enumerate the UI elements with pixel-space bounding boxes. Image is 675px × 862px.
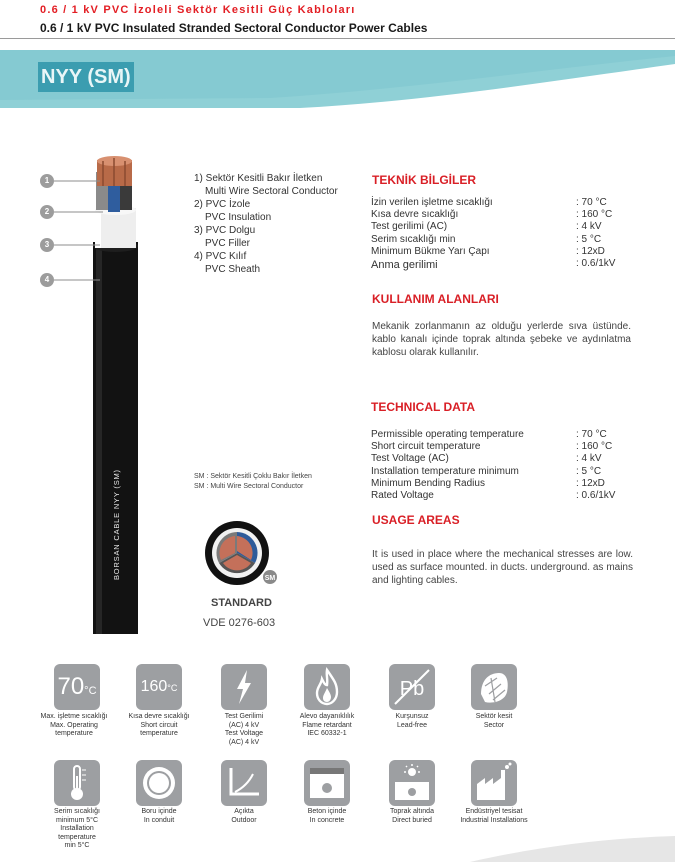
component-en: PVC Filler: [205, 238, 251, 249]
industrial-installations-icon: [471, 760, 517, 806]
icon-caption: Kısa devre sıcaklığı Short circuit temperature: [128, 713, 190, 737]
spec-label: Permissible operating temperature: [371, 429, 524, 440]
spec-value: : 160 °C: [576, 441, 613, 452]
feature-icon-max-temperature: [50, 664, 100, 710]
feature-icon-in-conduit: [136, 760, 182, 806]
svg-text:Pb: Pb: [399, 678, 425, 700]
icon-caption: Serim sıcaklığı minimum 5°C Installation temperature min 5°C: [54, 808, 100, 849]
short-circuit-icon: 160°C: [136, 664, 182, 710]
feature-icon-lead-free: [389, 664, 435, 710]
spec-value: : 5 °C: [576, 234, 602, 245]
component-tr: 2) PVC İzole: [194, 199, 251, 210]
kullanim-text: Mekanik zorlanmanın az olduğu yerlerde sıva üstünde. kablo kanalı içinde toprak altında şebeke ve aydınlatma kablosu olarak kullanılır.: [372, 321, 631, 358]
icon-caption: Beton içinde In concrete: [307, 808, 347, 824]
outdoor-icon: [221, 760, 267, 806]
cable-illustration: [0, 150, 190, 640]
page-title-english: 0.6 / 1 kV PVC Insulated Stranded Sectoral Conductor Power Cables: [40, 21, 428, 35]
feature-icon-outdoor: [221, 760, 267, 806]
flame-retardant-icon: [304, 664, 350, 710]
usage-text: It is used in place where the mechanical stresses are low. used as surface mounted. in ducts. underground. as mains and lighting cables.: [372, 549, 633, 586]
sector-icon: [471, 664, 517, 710]
spec-value: : 5 °C: [576, 466, 602, 477]
component-tr: 4) PVC Kılıf: [194, 251, 247, 262]
technical-heading: TECHNICAL DATA: [371, 400, 475, 414]
icon-caption: Boru içinde In conduit: [141, 808, 177, 824]
icon-caption: Test Gerilimi (AC) 4 kV Test Voltage (AC) 4 kV: [224, 713, 264, 746]
spec-value: : 4 kV: [576, 221, 602, 232]
spec-label: İzin verilen işletme sıcaklığı: [371, 197, 493, 208]
spec-value: : 0.6/1kV: [576, 490, 616, 501]
in-conduit-icon: [136, 760, 182, 806]
icon-caption: Toprak altında Direct buried: [390, 808, 434, 824]
spec-label: Anma gerilimi: [371, 259, 438, 271]
product-code: NYY (SM): [38, 62, 134, 92]
component-en: PVC Sheath: [205, 264, 261, 275]
sm-note-tr: SM : Sektör Kesitli Çoklu Bakır İletken: [194, 473, 312, 480]
sm-note-en: SM : Multi Wire Sectoral Conductor: [194, 483, 304, 490]
test-voltage-icon: [221, 664, 267, 710]
usage-heading: USAGE AREAS: [372, 513, 460, 527]
page-title-turkish: 0.6 / 1 kV PVC İzoleli Sektör Kesitli Güç Kabloları: [40, 4, 356, 16]
feature-icon-sector: [471, 664, 517, 710]
standard-code: VDE 0276-603: [203, 617, 276, 629]
component-number-4: 4: [40, 273, 54, 287]
icon-caption: Endüstriyel tesisat Industrial Installations: [460, 808, 528, 824]
feature-icon-short-circuit: [136, 664, 182, 710]
component-number-3: 3: [40, 238, 54, 252]
feature-icon-test-voltage: [221, 664, 267, 710]
teknik-heading: TEKNİK BİLGİLER: [372, 173, 476, 187]
component-tr: 1) Sektör Kesitli Bakır İletken: [194, 173, 323, 184]
spec-label: Short circuit temperature: [371, 441, 481, 452]
kullanim-heading: KULLANIM ALANLARI: [372, 292, 499, 306]
spec-label: Test Voltage (AC): [371, 453, 449, 464]
spec-label: Kısa devre sıcaklığı: [371, 209, 459, 220]
component-list: [194, 172, 338, 276]
icon-caption: Açıkta Outdoor: [231, 808, 257, 824]
feature-icon-in-concrete: [304, 760, 350, 806]
standard-label: STANDARD: [211, 597, 272, 609]
spec-label: Serim sıcaklığı min: [371, 234, 456, 245]
spec-value: : 4 kV: [576, 453, 602, 464]
corner-swoosh: [0, 820, 675, 862]
in-concrete-icon: [304, 760, 350, 806]
icon-caption: Alevo dayanıklılık Flame retardant IEC 60332-1: [299, 713, 355, 737]
feature-icon-flame: [304, 664, 350, 710]
component-en: PVC Insulation: [205, 212, 272, 223]
max-temperature-icon: 70°C: [54, 664, 100, 710]
feature-icon-industrial: [471, 760, 517, 806]
sm-badge: SM: [264, 575, 276, 582]
icon-caption: Kurşunsuz Lead-free: [395, 713, 429, 729]
direct-buried-icon: [389, 760, 435, 806]
component-number-1: 1: [40, 174, 54, 188]
spec-value: : 12xD: [576, 478, 605, 489]
spec-label: Rated Voltage: [371, 490, 434, 501]
sheath-print: BORSAN CABLE NYY (SM): [112, 469, 121, 580]
spec-value: : 70 °C: [576, 197, 607, 208]
icon-caption: Sektör kesit Sector: [475, 713, 513, 729]
component-en: Multi Wire Sectoral Conductor: [205, 186, 338, 197]
spec-label: Minimum Bending Radius: [371, 478, 485, 489]
spec-value: : 160 °C: [576, 209, 613, 220]
installation-temperature-icon: [54, 760, 100, 806]
component-tr: 3) PVC Dolgu: [194, 225, 256, 236]
feature-icon-installation-temperature: [54, 760, 100, 806]
header-divider: [0, 38, 675, 39]
spec-value: : 70 °C: [576, 429, 607, 440]
spec-label: Minimum Bükme Yarı Çapı: [371, 246, 490, 257]
feature-icon-direct-buried: [389, 760, 435, 806]
icon-caption: Max. işletme sıcaklığı Max. Operating temperature: [40, 713, 108, 737]
spec-value: : 0.6/1kV: [576, 258, 616, 269]
spec-value: : 12xD: [576, 246, 605, 257]
lead-free-icon: [389, 664, 435, 710]
component-number-2: 2: [40, 205, 54, 219]
spec-label: Test gerilimi (AC): [371, 221, 448, 232]
cable-cross-section: [200, 518, 282, 590]
spec-label: Installation temperature minimum: [371, 466, 519, 477]
